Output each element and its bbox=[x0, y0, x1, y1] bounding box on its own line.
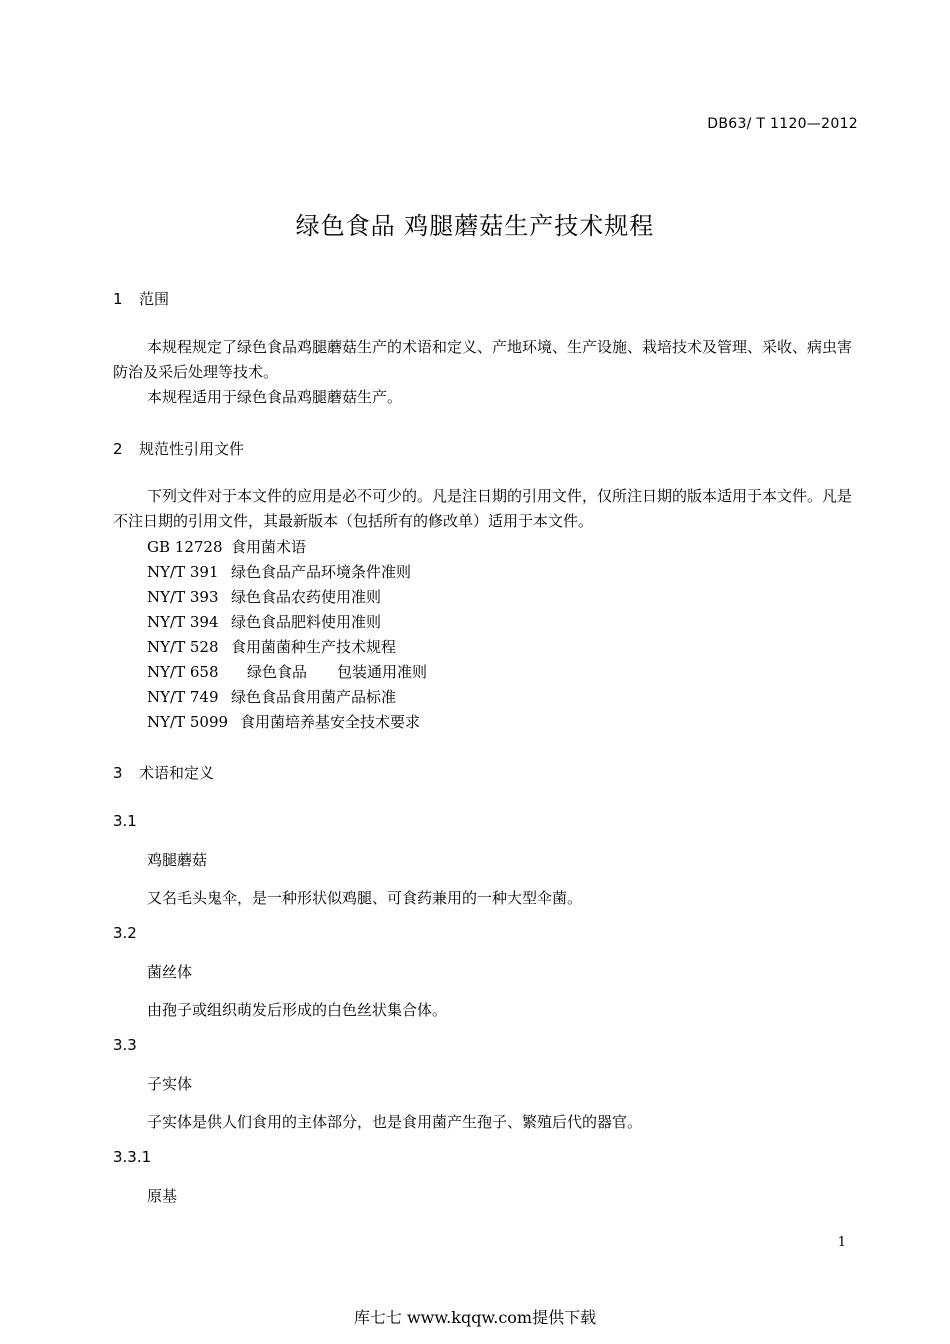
reference-code: NY/T 658 bbox=[147, 663, 219, 681]
reference-title: 绿色食品食用菌产品标准 bbox=[231, 688, 397, 706]
scope-paragraph-2: 本规程适用于绿色食品鸡腿蘑菇生产。 bbox=[147, 388, 403, 406]
reference-code: NY/T 393 bbox=[147, 588, 219, 606]
download-footer: 库七七 www.kqqw.com提供下载 bbox=[353, 1308, 597, 1327]
reference-item bbox=[147, 611, 381, 632]
reference-code: NY/T 749 bbox=[147, 688, 219, 706]
section-heading-terms bbox=[113, 762, 214, 783]
reference-item bbox=[147, 561, 411, 582]
term-definition: 又名毛头鬼伞，是一种形状似鸡腿、可食药兼用的一种大型伞菌。 bbox=[147, 889, 583, 907]
term-name: 原基 bbox=[147, 1187, 178, 1205]
reference-title: 食用菌术语 bbox=[231, 538, 307, 556]
reference-title: 绿色食品肥料使用准则 bbox=[231, 613, 382, 631]
reference-item bbox=[147, 586, 381, 607]
reference-item bbox=[147, 661, 427, 682]
section-title: 术语和定义 bbox=[139, 764, 215, 782]
standard-code: DB63/ T 1120—2012 bbox=[707, 116, 858, 132]
term-definition: 由孢子或组织萌发后形成的白色丝状集合体。 bbox=[147, 1001, 448, 1019]
scope-paragraph-1: 本规程规定了绿色食品鸡腿蘑菇生产的术语和定义、产地环境、生产设施、栽培技术及管理、采收、病虫害防治及采后处理等技术。 bbox=[113, 338, 853, 381]
term-number: 3.3 bbox=[113, 1036, 137, 1054]
document-title: 绿色食品 鸡腿蘑菇生产技术规程 bbox=[295, 212, 655, 240]
section-heading-references bbox=[113, 438, 244, 459]
section-number: 1 bbox=[113, 290, 123, 308]
reference-code: NY/T 5099 bbox=[147, 713, 229, 731]
section-heading-scope bbox=[113, 288, 169, 309]
reference-title: 绿色食品农药使用准则 bbox=[231, 588, 382, 606]
reference-title: 食用菌菌种生产技术规程 bbox=[231, 638, 397, 656]
term-name: 子实体 bbox=[147, 1075, 193, 1093]
reference-item bbox=[147, 536, 306, 557]
references-intro-paragraph: 下列文件对于本文件的应用是必不可少的。凡是注日期的引用文件，仅所注日期的版本适用于本文件。凡是不注日期的引用文件，其最新版本（包括所有的修改单）适用于本文件。 bbox=[113, 487, 853, 530]
term-number: 3.1 bbox=[113, 812, 137, 830]
reference-code: NY/T 391 bbox=[147, 563, 219, 581]
section-number: 2 bbox=[113, 440, 123, 458]
reference-code: NY/T 394 bbox=[147, 613, 219, 631]
reference-item bbox=[147, 686, 396, 707]
section-number: 3 bbox=[113, 764, 123, 782]
term-definition: 子实体是供人们食用的主体部分，也是食用菌产生孢子、繁殖后代的器官。 bbox=[147, 1113, 643, 1131]
section-title: 范围 bbox=[139, 290, 170, 308]
page-number: 1 bbox=[837, 1235, 846, 1250]
section-title: 规范性引用文件 bbox=[139, 440, 245, 458]
term-number: 3.3.1 bbox=[113, 1148, 152, 1166]
term-name: 鸡腿蘑菇 bbox=[147, 851, 208, 869]
reference-item bbox=[147, 711, 420, 732]
reference-item bbox=[147, 636, 396, 657]
reference-title: 绿色食品产品环境条件准则 bbox=[231, 563, 412, 581]
term-number: 3.2 bbox=[113, 924, 137, 942]
reference-code: NY/T 528 bbox=[147, 638, 219, 656]
reference-title: 绿色食品 包装通用准则 bbox=[247, 663, 428, 681]
term-name: 菌丝体 bbox=[147, 963, 193, 981]
reference-title: 食用菌培养基安全技术要求 bbox=[240, 713, 421, 731]
reference-code: GB 12728 bbox=[147, 538, 223, 556]
